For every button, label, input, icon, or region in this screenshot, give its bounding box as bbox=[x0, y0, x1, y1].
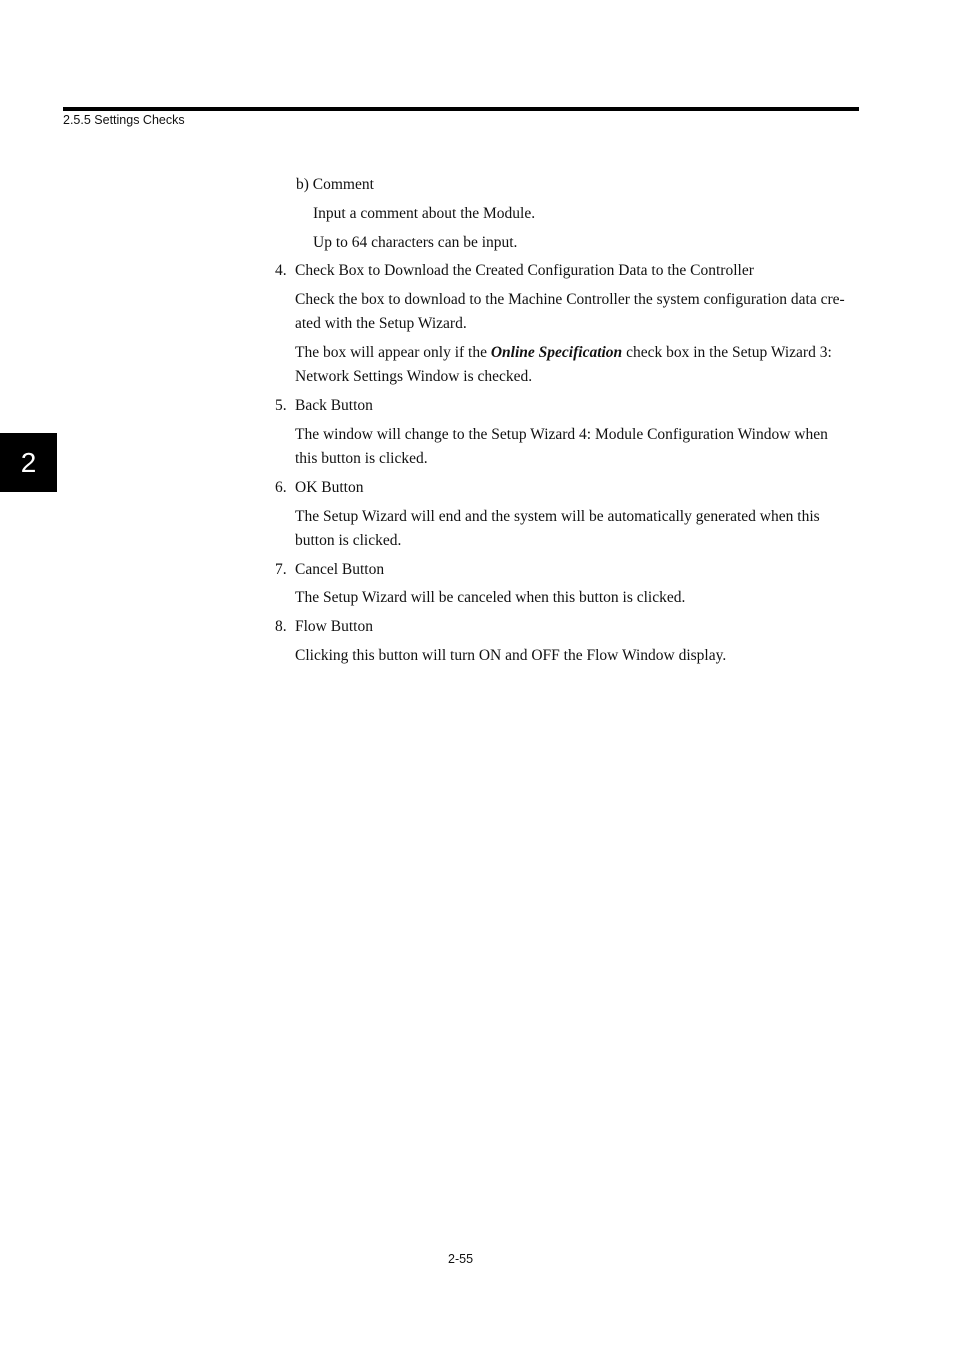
item-title: Check Box to Download the Created Configuration Data to the Controller bbox=[295, 262, 754, 279]
item-text: The window will change to the Setup Wizard 4: Module Configuration Window when bbox=[295, 426, 828, 443]
item-text: button is clicked. bbox=[295, 532, 402, 549]
item-number: 7. bbox=[275, 561, 287, 578]
section-header: 2.5.5 Settings Checks bbox=[63, 113, 185, 127]
emphasis-text: Online Specification bbox=[490, 344, 623, 361]
item-text: The Setup Wizard will end and the system will be automatically generated when this bbox=[295, 508, 820, 525]
item-title: Back Button bbox=[295, 397, 373, 414]
text-run: The box will appear only if the bbox=[295, 344, 491, 361]
item-text: this button is clicked. bbox=[295, 450, 428, 467]
item-number: 8. bbox=[275, 618, 287, 635]
item-b-line: Input a comment about the Module. bbox=[313, 205, 536, 222]
text-run: check box in the Setup Wizard 3: bbox=[622, 344, 832, 361]
item-text: ated with the Setup Wizard. bbox=[295, 315, 467, 332]
item-text bbox=[295, 341, 832, 365]
item-number: 6. bbox=[275, 479, 287, 496]
item-text: Clicking this button will turn ON and OFF the Flow Window display. bbox=[295, 647, 727, 664]
item-text: Check the box to download to the Machine Controller the system configuration data cre- bbox=[295, 291, 845, 308]
header-rule bbox=[63, 107, 859, 111]
item-b-line: Up to 64 characters can be input. bbox=[313, 234, 518, 251]
item-number: 5. bbox=[275, 397, 287, 414]
item-title: OK Button bbox=[295, 479, 364, 496]
item-text: Network Settings Window is checked. bbox=[295, 368, 533, 385]
item-text: The Setup Wizard will be canceled when this button is clicked. bbox=[295, 589, 686, 606]
item-b-label: b) Comment bbox=[296, 176, 374, 193]
chapter-tab: 2 bbox=[0, 433, 57, 492]
item-title: Cancel Button bbox=[295, 561, 385, 578]
page-number: 2-55 bbox=[448, 1252, 474, 1266]
item-number: 4. bbox=[275, 262, 287, 279]
item-title: Flow Button bbox=[295, 618, 373, 635]
